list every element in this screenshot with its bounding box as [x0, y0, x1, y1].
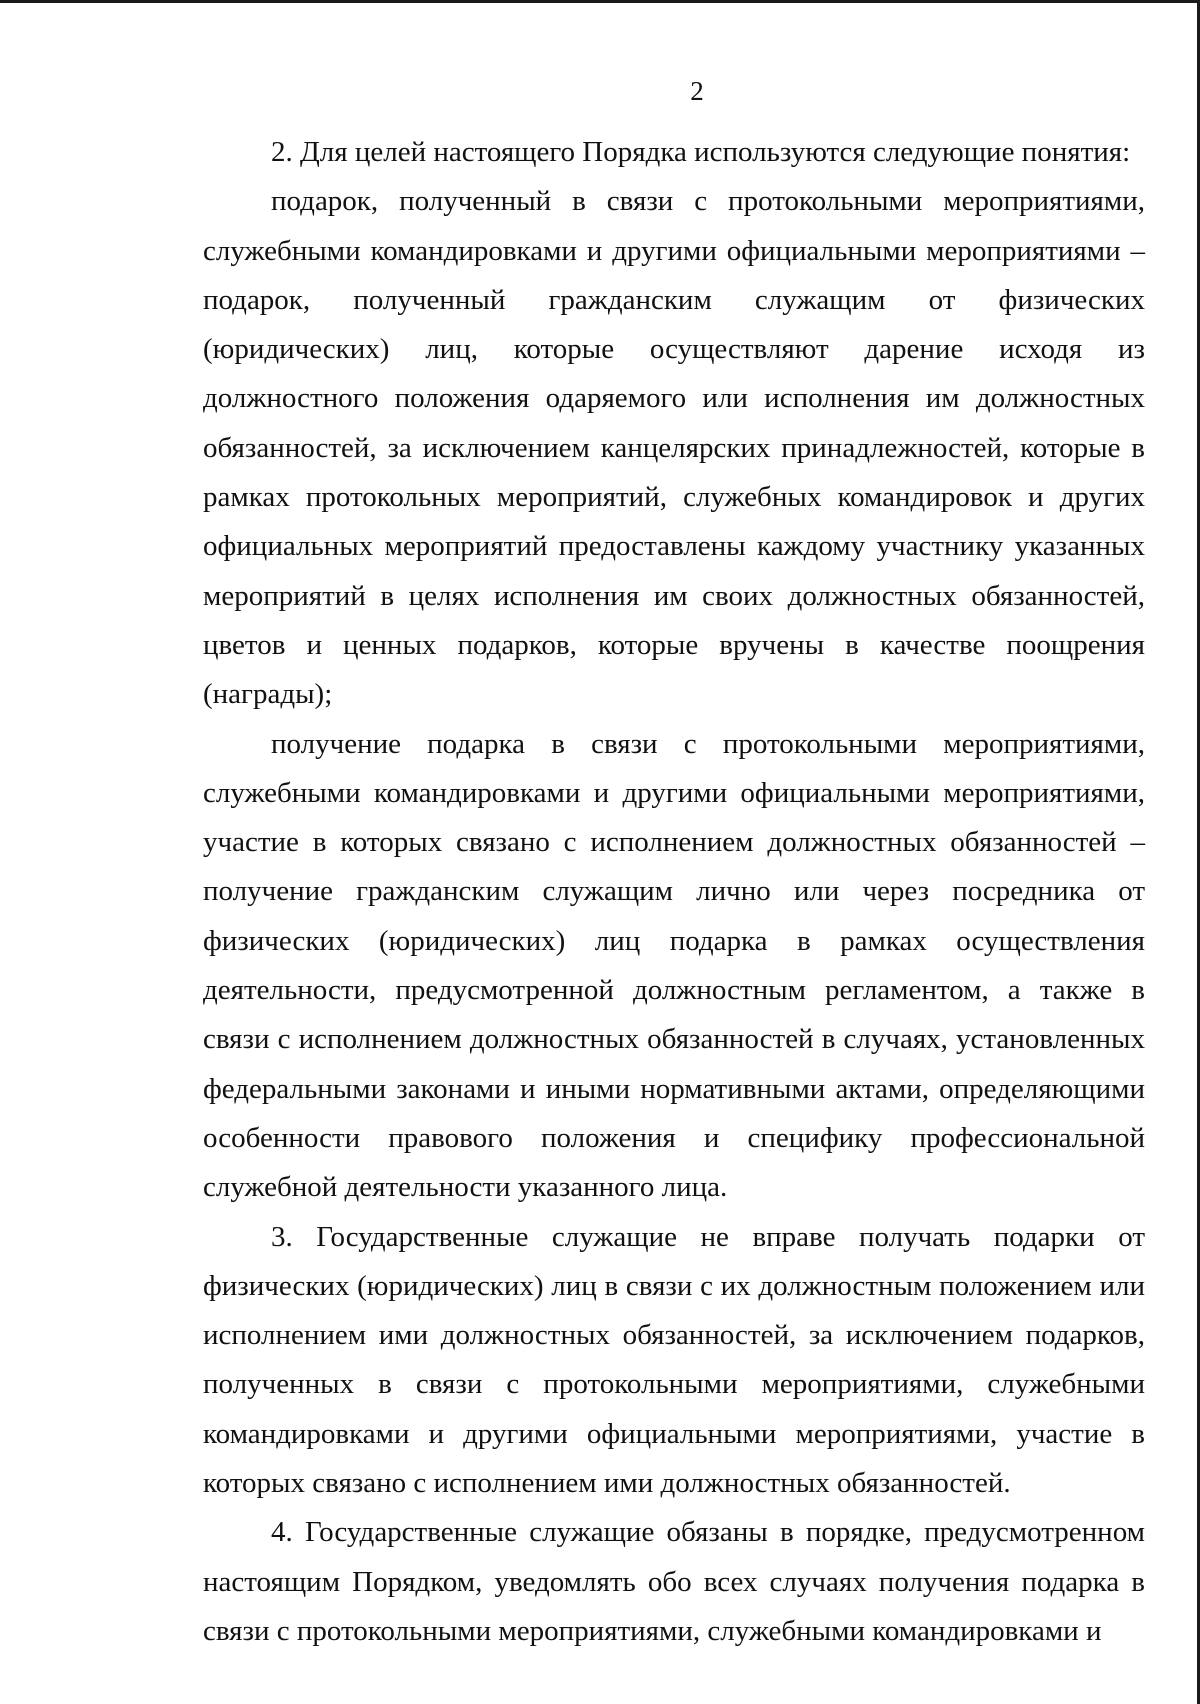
paragraph-gift-definition: подарок, полученный в связи с протокольными мероприятиями, служебными командировками и другими официальными мероприятиями – подарок, полученный гражданским служащим от физических (юридических) лиц, которые осуществляют дарение исходя из должностного положения одаряемого или исполнения им должностных обязанностей, за исключением канцелярских принадлежностей, которые в рамках протокольных мероприятий, служебных командировок и других официальных мероприятий предоставлены каждому участнику указанных мероприятий в целях исполнения им своих должностных обязанностей, цветов и ценных подарков, которые вручены в качестве поощрения (награды); — [203, 185, 1145, 711]
page-number-text: 2 — [690, 76, 704, 106]
paragraph-section-3: 3. Государственные служащие не вправе получать подарки от физических (юридических) лиц в связи с их должностным положением или исполнением ими должностных обязанностей, за исключением подарков, полученных в связи с протокольными мероприятиями, служебными командировками и другими официальными мероприятиями, участие в которых связано с исполнением ими должностных обязанностей. — [203, 1220, 1145, 1500]
page-number — [0, 74, 1200, 108]
document-body — [203, 128, 1145, 1656]
paragraph-section-2-intro: 2. Для целей настоящего Порядка используются следующие понятия: — [271, 136, 1131, 168]
paragraph-section-4: 4. Государственные служащие обязаны в порядке, предусмотренном настоящим Порядком, уведомлять обо всех случаях получения подарка в связи с протокольными мероприятиями, служебными командировками и — [203, 1516, 1145, 1647]
paragraph-gift-receipt-definition: получение подарка в связи с протокольными мероприятиями, служебными командировками и другими официальными мероприятиями, участие в которых связано с исполнением должностных обязанностей – получение гражданским служащим лично или через посредника от физических (юридических) лиц подарка в рамках осуществления деятельности, предусмотренной должностным регламентом, а также в связи с исполнением должностных обязанностей в случаях, установленных федеральными законами и иными нормативными актами, определяющими особенности правового положения и специфику профессиональной служебной деятельности указанного лица. — [203, 727, 1145, 1204]
